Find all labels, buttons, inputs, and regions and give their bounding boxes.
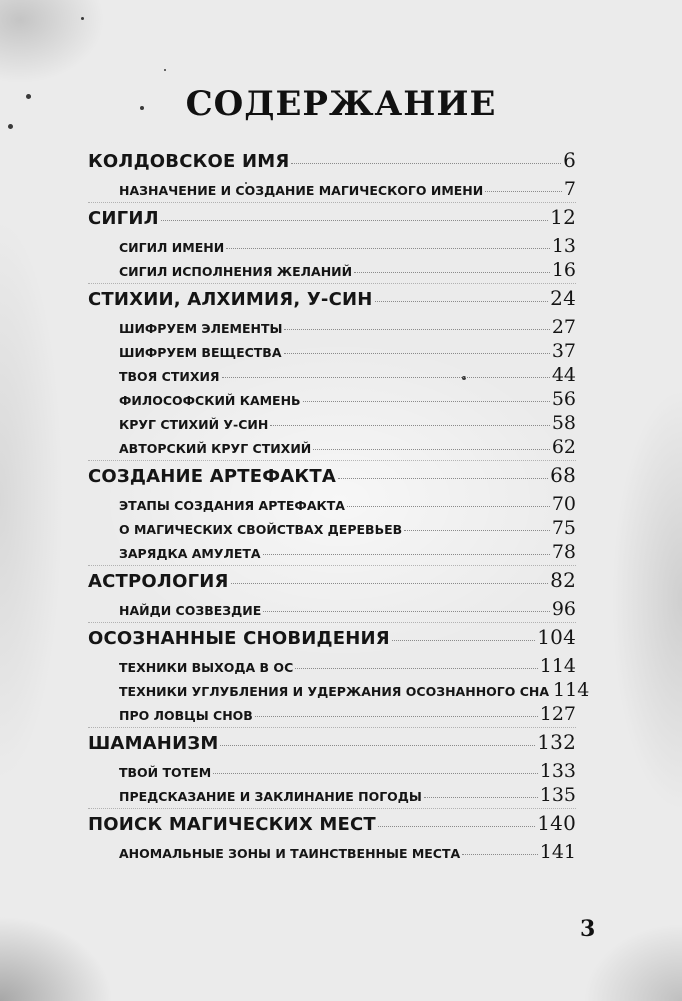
- entry-title: АВТОРСКИЙ КРУГ СТИХИЙ: [119, 441, 312, 456]
- entry-page: 135: [539, 784, 576, 806]
- toc-subsection-entry[interactable]: [88, 388, 576, 412]
- entry-page: 6: [563, 148, 576, 172]
- dot-leader: [378, 826, 535, 827]
- dot-leader: [462, 854, 538, 855]
- entry-title: ПОИСК МАГИЧЕСКИХ МЕСТ: [88, 814, 376, 835]
- entry-title: ТВОЙ ТОТЕМ: [119, 765, 212, 780]
- entry-page: 114: [539, 655, 576, 677]
- page-number: 3: [580, 916, 596, 942]
- entry-title: НАЗНАЧЕНИЕ И СОЗДАНИЕ МАГИЧЕСКОГО ИМЕНИ: [119, 183, 484, 198]
- toc-chapter-entry[interactable]: [88, 286, 576, 316]
- toc-subsection-entry[interactable]: [88, 235, 576, 259]
- entry-title: ОСОЗНАННЫЕ СНОВИДЕНИЯ: [88, 628, 390, 649]
- dot-leader: [347, 506, 550, 507]
- toc-subsection-entry[interactable]: [88, 259, 576, 283]
- toc-chapter-entry[interactable]: [88, 811, 576, 841]
- toc-chapter-entry[interactable]: [88, 568, 576, 598]
- entry-page: 37: [551, 340, 576, 362]
- entry-page: 140: [537, 811, 576, 835]
- entry-page: 68: [550, 463, 576, 487]
- dot-leader: [255, 716, 538, 717]
- entry-page: 27: [551, 316, 576, 338]
- entry-page: 44: [551, 364, 576, 386]
- entry-page: 58: [551, 412, 576, 434]
- dot-leader: [226, 248, 550, 249]
- dot-leader: [220, 745, 535, 746]
- entry-page: 132: [537, 730, 576, 754]
- entry-title: ПРО ЛОВЦЫ СНОВ: [119, 708, 253, 723]
- entry-title: СОЗДАНИЕ АРТЕФАКТА: [88, 466, 336, 487]
- entry-title: КОЛДОВСКОЕ ИМЯ: [88, 151, 290, 172]
- dot-leader: [485, 191, 562, 192]
- toc-chapter-entry[interactable]: [88, 625, 576, 655]
- dot-leader: [231, 583, 549, 584]
- entry-page: 127: [539, 703, 576, 725]
- toc-subsection-entry[interactable]: [88, 493, 576, 517]
- dot-leader: [284, 353, 550, 354]
- dot-leader: [354, 272, 550, 273]
- toc-chapter-entry[interactable]: [88, 463, 576, 493]
- entry-page: 7: [563, 178, 576, 200]
- entry-title: ШИФРУЕМ ЭЛЕМЕНТЫ: [119, 321, 283, 336]
- entry-page: 75: [551, 517, 576, 539]
- dot-leader: [213, 773, 538, 774]
- toc-section: [88, 148, 576, 202]
- dot-leader: [284, 329, 549, 330]
- entry-title: СИГИЛ ИМЕНИ: [119, 240, 225, 255]
- entry-title: ШАМАНИЗМ: [88, 733, 219, 754]
- toc-subsection-entry[interactable]: [88, 598, 576, 622]
- entry-page: 12: [550, 205, 576, 229]
- dot-leader: [392, 640, 535, 641]
- dot-leader: [404, 530, 550, 531]
- dot-leader: [424, 797, 538, 798]
- toc-chapter-entry[interactable]: [88, 205, 576, 235]
- entry-title: АНОМАЛЬНЫЕ ЗОНЫ И ТАИНСТВЕННЫЕ МЕСТА: [119, 846, 461, 861]
- page-title: СОДЕРЖАНИЕ: [185, 84, 497, 124]
- toc-chapter-entry[interactable]: [88, 730, 576, 760]
- toc-subsection-entry[interactable]: [88, 841, 576, 865]
- dot-leader: [263, 554, 550, 555]
- entry-page: 114: [553, 679, 590, 701]
- dot-leader: [375, 301, 549, 302]
- toc-subsection-entry[interactable]: [88, 316, 576, 340]
- toc-section: [88, 808, 576, 865]
- toc-section: [88, 460, 576, 565]
- toc-subsection-entry[interactable]: [88, 412, 576, 436]
- entry-page: 96: [551, 598, 576, 620]
- entry-title: ЗАРЯДКА АМУЛЕТА: [119, 546, 261, 561]
- entry-title: СИГИЛ: [88, 208, 159, 229]
- dot-leader: [291, 163, 561, 164]
- entry-page: 82: [550, 568, 576, 592]
- toc-section: [88, 622, 590, 727]
- dot-leader: [263, 611, 550, 612]
- entry-title: ТЕХНИКИ УГЛУБЛЕНИЯ И УДЕРЖАНИЯ ОСОЗНАННОГО СНА: [119, 684, 550, 699]
- entry-title: АСТРОЛОГИЯ: [88, 571, 229, 592]
- ink-speck: [164, 69, 166, 71]
- toc-subsection-entry[interactable]: [88, 784, 576, 808]
- toc-subsection-entry[interactable]: [88, 541, 576, 565]
- entry-page: 141: [539, 841, 576, 863]
- entry-page: 56: [551, 388, 576, 410]
- entry-title: ФИЛОСОФСКИЙ КАМЕНЬ: [119, 393, 301, 408]
- entry-title: КРУГ СТИХИЙ У-СИН: [119, 417, 269, 432]
- toc-section: [88, 727, 576, 808]
- entry-page: 78: [551, 541, 576, 563]
- toc-section: [88, 202, 576, 283]
- toc-subsection-entry[interactable]: [88, 178, 576, 202]
- toc-subsection-entry[interactable]: [88, 679, 590, 703]
- toc-chapter-entry[interactable]: [88, 148, 576, 178]
- toc-section: [88, 283, 576, 460]
- toc-subsection-entry[interactable]: [88, 703, 576, 727]
- dot-leader: [313, 449, 550, 450]
- entry-page: 70: [551, 493, 576, 515]
- toc-subsection-entry[interactable]: [88, 436, 576, 460]
- toc-subsection-entry[interactable]: [88, 340, 576, 364]
- toc-subsection-entry[interactable]: [88, 517, 576, 541]
- dot-leader: [303, 401, 550, 402]
- entry-title: НАЙДИ СОЗВЕЗДИЕ: [119, 603, 262, 618]
- entry-title: ЭТАПЫ СОЗДАНИЯ АРТЕФАКТА: [119, 498, 345, 513]
- dot-leader: [338, 478, 548, 479]
- dot-leader: [295, 668, 537, 669]
- entry-title: ШИФРУЕМ ВЕЩЕСТВА: [119, 345, 282, 360]
- entry-page: 62: [551, 436, 576, 458]
- entry-page: 133: [539, 760, 576, 782]
- entry-page: 104: [537, 625, 576, 649]
- entry-page: 13: [551, 235, 576, 257]
- entry-title: СИГИЛ ИСПОЛНЕНИЯ ЖЕЛАНИЙ: [119, 264, 353, 279]
- entry-title: ТЕХНИКИ ВЫХОДА В ОС: [119, 660, 294, 675]
- table-of-contents: [88, 148, 590, 865]
- toc-subsection-entry[interactable]: [88, 760, 576, 784]
- toc-section: [88, 565, 576, 622]
- ink-speck: [8, 124, 13, 129]
- entry-title: СТИХИИ, АЛХИМИЯ, У-СИН: [88, 289, 373, 310]
- toc-subsection-entry[interactable]: [88, 364, 576, 388]
- ink-speck: [81, 17, 84, 20]
- entry-title: ПРЕДСКАЗАНИЕ И ЗАКЛИНАНИЕ ПОГОДЫ: [119, 789, 422, 804]
- toc-subsection-entry[interactable]: [88, 655, 576, 679]
- dot-leader: [270, 425, 549, 426]
- entry-page: 16: [551, 259, 576, 281]
- dot-leader: [222, 377, 550, 378]
- entry-title: ТВОЯ СТИХИЯ: [119, 369, 220, 384]
- dot-leader: [161, 220, 548, 221]
- entry-page: 24: [550, 286, 576, 310]
- entry-title: О МАГИЧЕСКИХ СВОЙСТВАХ ДЕРЕВЬЕВ: [119, 522, 403, 537]
